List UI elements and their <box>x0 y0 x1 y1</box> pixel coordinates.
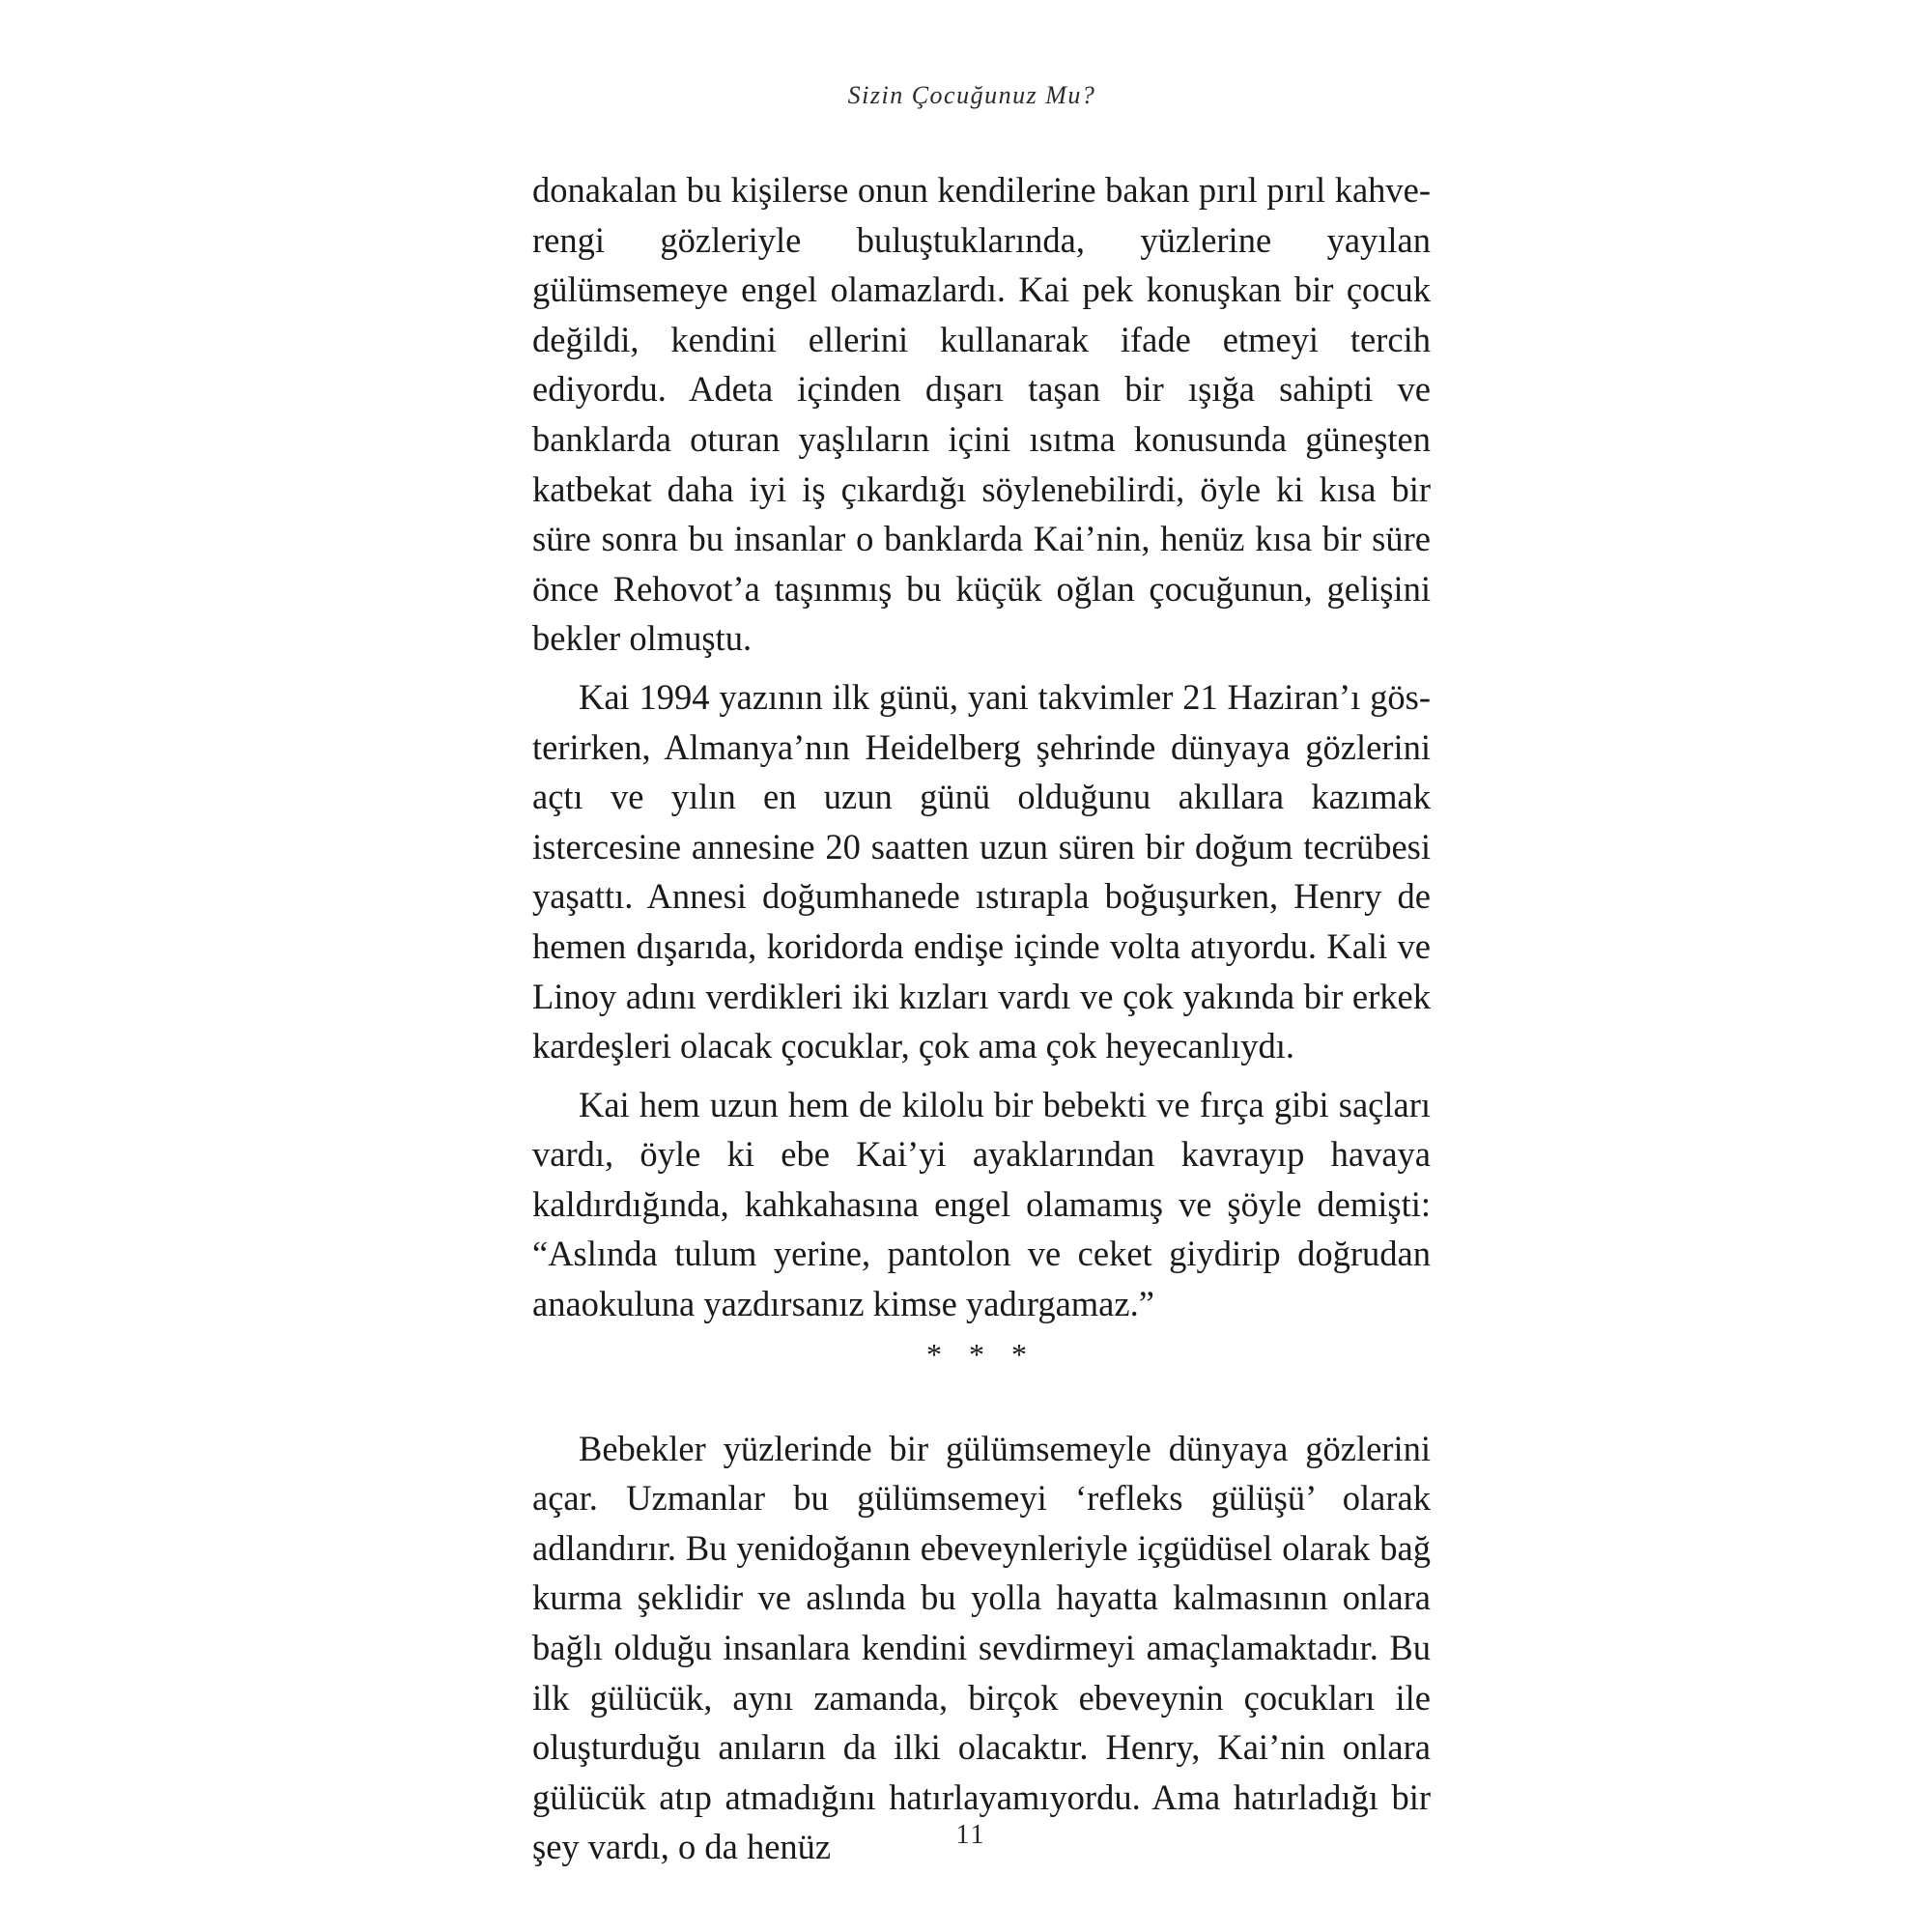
page-number: 11 <box>955 1820 986 1850</box>
paragraph-2: Kai 1994 yazının ilk günü, yani takvimler 21 Haziran’ı gösterirken, Almanya’nın Heidelberg şehrinde dünyaya gözlerini açtı ve yılın en uzun günü olduğunu akıllara kazımak istercesine annesine 20 saatten uzun süren bir doğum tecrübesi yaşattı. Annesi doğumhanede ıstırapla boğuşurken, Henry de hemen dışarıda, koridorda endişe içinde volta atıyordu. Kali ve Linoy adını verdikleri iki kızları vardı ve çok yakında bir erkek kardeşleri olacak çocuklar, çok ama çok heyecanlıydı. <box>532 676 1431 1066</box>
scene-break-asterisks: * * * <box>926 1336 1037 1372</box>
paragraph-1: donakalan bu kişilerse onun kendilerine bakan pırıl pırıl kahverengi gözleriyle buluştuklarında, yüzlerine yayılan gülümsemeye engel olamazlardı. Kai pek konuşkan bir çocuk değildi, kendini ellerini kullanarak ifade etmeyi tercih ediyordu. Adeta içinden dışarı taşan bir ışığa sahipti ve banklarda oturan yaşlıların içini ısıtma konusunda güneşten katbekat daha iyi iş çıkardığı söylenebilirdi, öyle ki kısa bir süre sonra bu insanlar o banklarda Kai’nin, henüz kısa bir süre önce Rehovot’a taşınmış bu küçük oğlan çocuğunun, gelişini bekler olmuştu. <box>532 170 1431 659</box>
paragraph-4: Bebekler yüzlerinde bir gülümsemeyle dünyaya gözlerini açar. Uzmanlar bu gülümsemeyi ‘refleks gülüşü’ olarak adlandırır. Bu yenidoğanın ebeveynleriyle içgüdüsel olarak bağ kurma şeklidir ve aslında bu yolla hayatta kalmasının onlara bağlı olduğu insanlara kendini sevdirmeyi amaçlamaktadır. Bu ilk gülücük, aynı zamanda, birçok ebeveynin çocukları ile oluşturduğu anıların da ilki olacaktır. Henry, Kai’nin onlara gülücük atıp atmadığını hatırlayamıyordu. Ama hatırladığı bir şey vardı, o da henüz <box>532 1428 1431 1867</box>
running-header-title: Sizin Çocuğunuz Mu? <box>847 81 1096 109</box>
paragraph-3: Kai hem uzun hem de kilolu bir bebekti ve fırça gibi saçları vardı, öyle ki ebe Kai’yi ayaklarından kavrayıp havaya kaldırdığında, kahkahasına engel olamamış ve şöyle demişti: “Aslında tulum yerine, pantolon ve ceket giydirip doğrudan anaokuluna yazdırsanız kimse yadırgamaz.” <box>532 1084 1431 1324</box>
body-text <box>532 165 1431 1881</box>
